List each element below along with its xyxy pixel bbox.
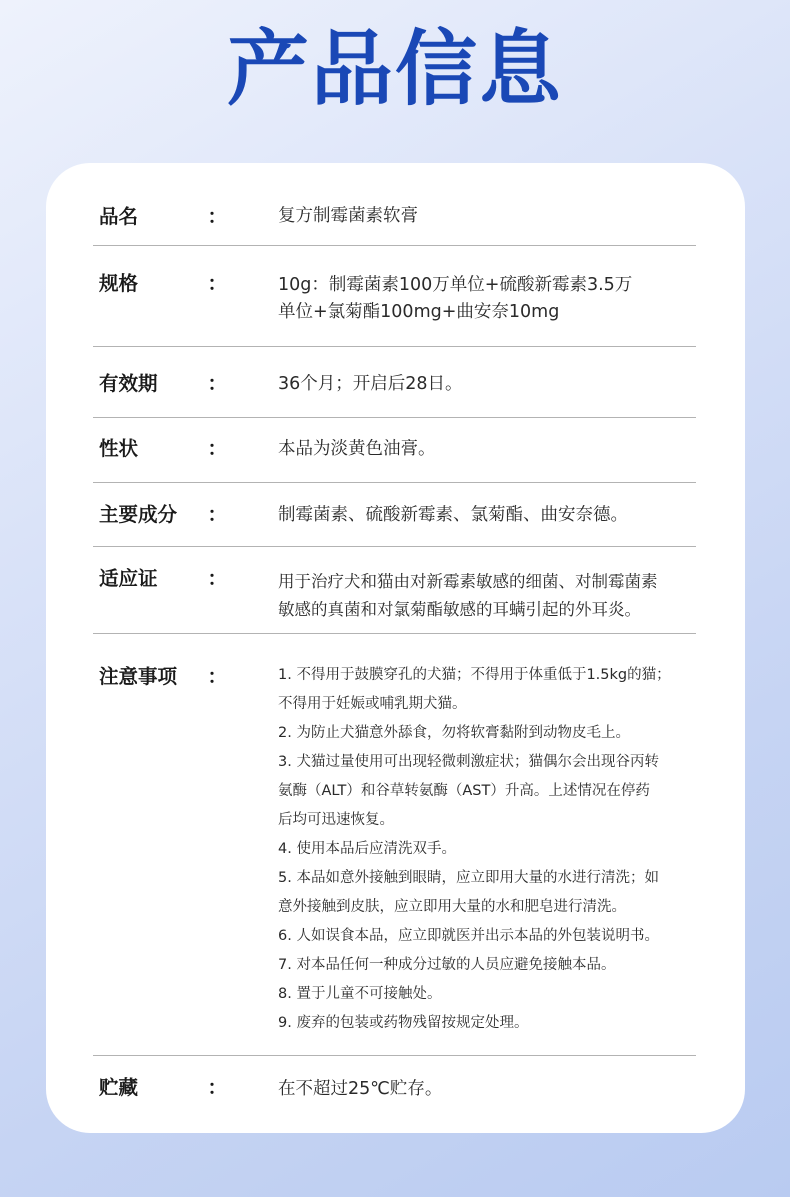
value-ingredients: 制霉菌素、硫酸新霉素、氯菊酯、曲安奈德。	[278, 505, 628, 525]
divider	[93, 1055, 696, 1056]
list-item: 6. 人如误食本品，应立即就医并出示本品的外包装说明书。	[278, 928, 659, 944]
divider	[93, 417, 696, 418]
list-item: 后均可迅速恢复。	[278, 812, 394, 828]
label-storage: 贮 藏 ：	[99, 1076, 227, 1099]
label-name: 品 名 ：	[99, 205, 227, 228]
value-storage: 在不超过25℃贮存。	[278, 1079, 443, 1099]
list-item: 9. 废弃的包装或药物残留按规定处理。	[278, 1015, 529, 1031]
product-info-card	[46, 163, 745, 1133]
list-item: 7. 对本品任何一种成分过敏的人员应避免接触本品。	[278, 957, 616, 973]
value-indication: 用于治疗犬和猫由对新霉素敏感的细菌、对制霉菌素 敏感的真菌和对氯菊酯敏感的耳螨引起的外耳炎。	[278, 572, 658, 619]
divider	[93, 245, 696, 246]
divider	[93, 546, 696, 547]
precautions-list	[278, 661, 698, 1038]
list-item: 8. 置于儿童不可接触处。	[278, 986, 442, 1002]
label-indication: 适 应 证 ：	[99, 567, 227, 590]
value-spec: 10g：制霉菌素100万单位+硫酸新霉素3.5万 单位+氯菊酯100mg+曲安奈10mg	[278, 275, 633, 322]
page-title: 产品信息	[226, 22, 563, 117]
label-spec: 规 格 ：	[99, 272, 227, 295]
label-validity: 有 效 期 ：	[99, 372, 227, 395]
value-name: 复方制霉菌素软膏	[278, 206, 418, 226]
list-item: 意外接触到皮肤，应立即用大量的水和肥皂进行清洗。	[278, 899, 626, 915]
list-item: 3. 犬猫过量使用可出现轻微刺激症状；猫偶尔会出现谷丙转	[278, 754, 659, 770]
list-item: 5. 本品如意外接触到眼睛，应立即用大量的水进行清洗；如	[278, 870, 659, 886]
divider	[93, 633, 696, 634]
list-item: 4. 使用本品后应清洗双手。	[278, 841, 456, 857]
list-item: 不得用于妊娠或哺乳期犬猫。	[278, 696, 467, 712]
divider	[93, 482, 696, 483]
label-ingredients: 主 要 成 分 ：	[99, 503, 227, 526]
list-item: 2. 为防止犬猫意外舔食，勿将软膏黏附到动物皮毛上。	[278, 725, 630, 741]
label-precautions: 注 意 事 项 ：	[99, 665, 227, 688]
label-property: 性 状 ：	[99, 437, 227, 460]
divider	[93, 346, 696, 347]
list-item: 1. 不得用于鼓膜穿孔的犬猫；不得用于体重低于1.5kg的猫；	[278, 667, 671, 683]
value-property: 本品为淡黄色油膏。	[278, 439, 436, 459]
list-item: 氨酶（ALT）和谷草转氨酶（AST）升高。上述情况在停药	[278, 783, 650, 799]
value-validity: 36个月；开启后28日。	[278, 374, 463, 394]
